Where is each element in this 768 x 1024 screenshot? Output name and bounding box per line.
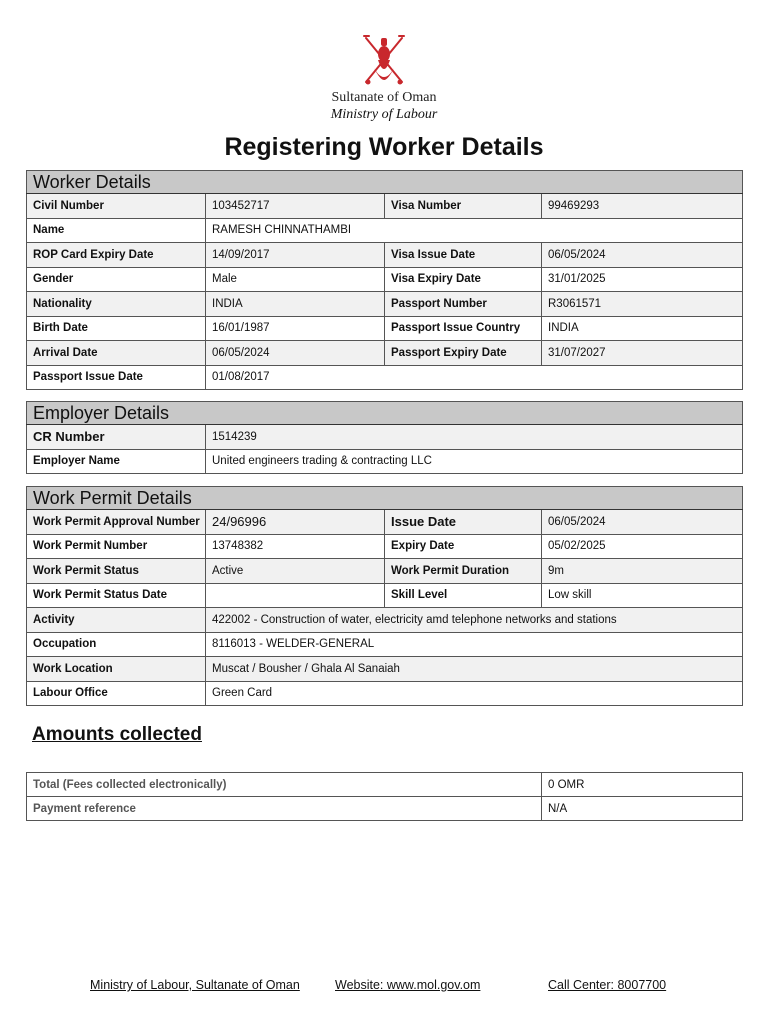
field-label: Work Location [27,657,206,682]
page-title: Registering Worker Details [224,133,544,161]
issue-date-value: 06/05/2024 [542,510,743,535]
passport-number-value: R3061571 [542,292,743,317]
table-row [27,449,743,474]
field-label: Occupation [27,632,206,657]
permit-status-value: Active [206,559,385,584]
field-label: Gender [27,267,206,292]
field-label: Activity [27,608,206,633]
visa-issue-value: 06/05/2024 [542,243,743,268]
work-permit-details-table [26,486,743,706]
arrival-date-value: 06/05/2024 [206,341,385,366]
field-label: Passport Issue Country [385,316,542,341]
ministry-name: Ministry of Labour [330,107,438,122]
table-row [27,657,743,682]
visa-number-value: 99469293 [542,194,743,219]
field-label: Passport Number [385,292,542,317]
table-row [27,316,743,341]
table-row [27,632,743,657]
field-label: Work Permit Status [27,559,206,584]
table-row [27,608,743,633]
field-label: Visa Number [385,194,542,219]
expiry-date-value: 05/02/2025 [542,534,743,559]
rop-expiry-value: 14/09/2017 [206,243,385,268]
oman-khanjar-emblem-icon [354,30,414,88]
table-row [27,773,743,797]
table-row [27,583,743,608]
field-label: Work Permit Duration [385,559,542,584]
footer-website-link[interactable]: Website: www.mol.gov.om [335,978,481,992]
field-label: Civil Number [27,194,206,219]
cr-number-value: 1514239 [206,425,743,450]
table-row [27,267,743,292]
employer-details-table [26,401,743,474]
payment-reference-value: N/A [542,797,743,821]
section-heading-employer: Employer Details [27,402,743,425]
table-row [27,365,743,390]
footer-ministry: Ministry of Labour, Sultanate of Oman [90,978,300,992]
field-label: Skill Level [385,583,542,608]
field-label: Arrival Date [27,341,206,366]
field-label: Total (Fees collected electronically) [27,773,542,797]
table-row [27,681,743,706]
passport-expiry-value: 31/07/2027 [542,341,743,366]
labour-office-value: Green Card [206,681,743,706]
field-label: Passport Expiry Date [385,341,542,366]
field-label: Work Permit Status Date [27,583,206,608]
field-label: Passport Issue Date [27,365,206,390]
skill-level-value: Low skill [542,583,743,608]
amounts-heading: Amounts collected [32,724,202,745]
footer-call-center: Call Center: 8007700 [548,978,667,992]
permit-duration-value: 9m [542,559,743,584]
table-row [27,341,743,366]
civil-number-value: 103452717 [206,194,385,219]
total-fees-value: 0 OMR [542,773,743,797]
field-label: Employer Name [27,449,206,474]
occupation-value: 8116013 - WELDER-GENERAL [206,632,743,657]
section-heading-worker: Worker Details [27,171,743,194]
field-label: CR Number [27,425,206,450]
status-date-value [206,583,385,608]
section-heading-permit: Work Permit Details [27,487,743,510]
table-row [27,425,743,450]
employer-name-value: United engineers trading & contracting LLC [206,449,743,474]
activity-value: 422002 - Construction of water, electricity amd telephone networks and stations [206,608,743,633]
table-row [27,243,743,268]
permit-number-value: 13748382 [206,534,385,559]
table-row [27,797,743,821]
table-row [27,194,743,219]
visa-expiry-value: 31/01/2025 [542,267,743,292]
field-label: Nationality [27,292,206,317]
table-row [27,510,743,535]
field-label: Birth Date [27,316,206,341]
worker-name-value: RAMESH CHINNATHAMBI [206,218,743,243]
approval-number-value: 24/96996 [206,510,385,535]
field-label: Issue Date [385,510,542,535]
nationality-value: INDIA [206,292,385,317]
field-label: Payment reference [27,797,542,821]
field-label: Visa Expiry Date [385,267,542,292]
gender-value: Male [206,267,385,292]
passport-country-value: INDIA [542,316,743,341]
field-label: Work Permit Number [27,534,206,559]
table-row [27,559,743,584]
field-label: Work Permit Approval Number [27,510,206,535]
field-label: Expiry Date [385,534,542,559]
work-location-value: Muscat / Bousher / Ghala Al Sanaiah [206,657,743,682]
worker-details-table [26,170,743,390]
field-label: Visa Issue Date [385,243,542,268]
field-label: Name [27,218,206,243]
table-row [27,534,743,559]
amounts-table [26,772,743,821]
document-header [0,30,768,123]
passport-issue-value: 01/08/2017 [206,365,743,390]
field-label: ROP Card Expiry Date [27,243,206,268]
table-row [27,292,743,317]
org-name: Sultanate of Oman [331,90,437,105]
table-row [27,218,743,243]
birth-date-value: 16/01/1987 [206,316,385,341]
field-label: Labour Office [27,681,206,706]
